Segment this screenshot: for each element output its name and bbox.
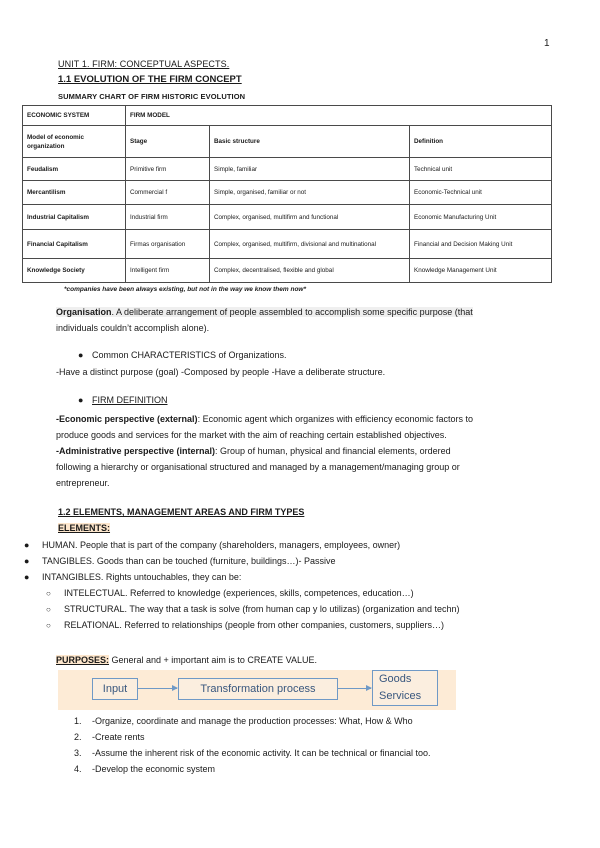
administrative-perspective-label: -Administrative perspective (internal) xyxy=(56,446,216,456)
table-cell: Firmas organisation xyxy=(126,230,210,259)
list-item xyxy=(46,620,444,630)
flow-output-goods: Goods xyxy=(379,673,412,685)
list-item xyxy=(46,604,460,614)
economic-perspective-label: -Economic perspective (external) xyxy=(56,414,198,424)
table-cell: Industrial firm xyxy=(126,205,210,230)
table-cell: Commercial f xyxy=(126,181,210,205)
flow-input-box: Input xyxy=(92,678,138,700)
administrative-perspective-line2: following a hierarchy or organisational structured and managed by a management/managing group or xyxy=(56,462,460,472)
purposes-label: PURPOSES: xyxy=(56,655,110,665)
table-row xyxy=(23,181,552,205)
bullet-icon: ● xyxy=(24,572,30,582)
table-cell: Industrial Capitalism xyxy=(23,205,126,230)
table-cell: Intelligent firm xyxy=(126,259,210,283)
page-number: 1 xyxy=(544,38,550,49)
list-item xyxy=(74,748,431,758)
list-number: 2. xyxy=(74,732,82,742)
list-item xyxy=(74,732,145,742)
unit-title: UNIT 1. FIRM: CONCEPTUAL ASPECTS. xyxy=(58,59,230,69)
list-item xyxy=(24,572,241,582)
list-number: 3. xyxy=(74,748,82,758)
table-cell: Economic-Technical unit xyxy=(410,181,552,205)
table-cell: Economic Manufacturing Unit xyxy=(410,205,552,230)
element-human: HUMAN. People that is part of the company (shareholders, managers, employees, owner) xyxy=(42,540,401,550)
table-row xyxy=(23,205,552,230)
table-cell: Complex, decentralised, flexible and global xyxy=(210,259,410,283)
table-note: *companies have been always existing, but not in the way we know them now* xyxy=(64,286,307,293)
table-header-cell: Basic structure xyxy=(210,126,410,158)
list-number: 4. xyxy=(74,764,82,774)
flow-arrow-icon xyxy=(137,688,177,689)
list-item xyxy=(46,588,414,598)
flow-arrow-icon xyxy=(337,688,371,689)
purpose-text: -Create rents xyxy=(92,732,145,742)
list-item xyxy=(74,716,413,726)
table-header-cell: ECONOMIC SYSTEM xyxy=(23,106,126,126)
organisation-definition-line1: . A deliberate arrangement of people assembled to accomplish some specific purpose (that xyxy=(111,307,473,317)
elements-label: ELEMENTS: xyxy=(58,523,111,533)
characteristics-bullet xyxy=(78,350,287,360)
purposes-line xyxy=(56,655,317,665)
purpose-text: -Assume the inherent risk of the economic activity. It can be technical or financial too. xyxy=(92,748,431,758)
section-heading-1-2: 1.2 ELEMENTS, MANAGEMENT AREAS AND FIRM TYPES xyxy=(58,507,305,517)
table-cell: Simple, familiar xyxy=(210,158,410,181)
firm-definition-bullet xyxy=(78,395,168,405)
table-header-cell: FIRM MODEL xyxy=(126,106,552,126)
table-header-cell: Model of economic organization xyxy=(23,126,126,158)
economic-perspective-line2: produce goods and services for the market with the aim of reaching certain established objectives. xyxy=(56,430,447,440)
firm-definition-label: FIRM DEFINITION xyxy=(92,395,168,405)
table-row xyxy=(23,230,552,259)
purpose-text: -Organize, coordinate and manage the production processes: What, How & Who xyxy=(92,716,413,726)
table-cell: Primitive firm xyxy=(126,158,210,181)
administrative-perspective-line3: entrepreneur. xyxy=(56,478,110,488)
table-cell: Financial Capitalism xyxy=(23,230,126,259)
administrative-perspective-line1: : Group of human, physical and financial elements, ordered xyxy=(215,446,451,456)
summary-chart-title: SUMMARY CHART OF FIRM HISTORIC EVOLUTION xyxy=(58,92,246,101)
table-cell: Financial and Decision Making Unit xyxy=(410,230,552,259)
table-cell: Complex, organised, multifirm, divisional and multinational xyxy=(210,230,410,259)
table-cell: Mercantilism xyxy=(23,181,126,205)
table-header-cell: Stage xyxy=(126,126,210,158)
organisation-definition-line2: individuals couldn’t accomplish alone). xyxy=(56,323,210,333)
firm-evolution-table xyxy=(22,105,552,283)
list-item xyxy=(24,540,400,550)
table-row xyxy=(23,158,552,181)
table-cell: Technical unit xyxy=(410,158,552,181)
table-cell: Simple, organised, familiar or not xyxy=(210,181,410,205)
table-header-cell: Definition xyxy=(410,126,552,158)
intangible-relational: RELATIONAL. Referred to relationships (people from other companies, customers, suppliers…) xyxy=(64,620,444,630)
bullet-icon: ● xyxy=(24,556,30,566)
list-item xyxy=(74,764,215,774)
economic-perspective-line1: : Economic agent which organizes with efficiency economic factors to xyxy=(197,414,474,424)
table-header-row xyxy=(23,106,552,126)
table-cell: Complex, organised, multifirm and functional xyxy=(210,205,410,230)
table-cell: Knowledge Management Unit xyxy=(410,259,552,283)
flow-process-box: Transformation process xyxy=(178,678,338,700)
element-tangibles: TANGIBLES. Goods than can be touched (furniture, buildings…)- Passive xyxy=(42,556,336,566)
list-number: 1. xyxy=(74,716,82,726)
bullet-icon: ● xyxy=(24,540,30,550)
intangible-intelectual: INTELECTUAL. Referred to knowledge (experiences, skills, competences, education…) xyxy=(64,588,414,598)
table-cell: Feudalism xyxy=(23,158,126,181)
characteristics-line: -Have a distinct purpose (goal) -Composed by people -Have a deliberate structure. xyxy=(56,367,386,377)
circle-bullet-icon: ○ xyxy=(46,621,51,630)
circle-bullet-icon: ○ xyxy=(46,605,51,614)
element-intangibles: INTANGIBLES. Rights untouchables, they can be: xyxy=(42,572,242,582)
organisation-term: Organisation xyxy=(56,307,112,317)
flow-output-box xyxy=(372,670,438,706)
table-subheader-row xyxy=(23,126,552,158)
bullet-icon: ● xyxy=(78,395,84,405)
firm-definition-text xyxy=(56,411,550,491)
intangible-structural: STRUCTURAL. The way that a task is solve (from human cap y lo utilizas) (organization and techn) xyxy=(64,604,460,614)
table-cell: Knowledge Society xyxy=(23,259,126,283)
purposes-text: General and + important aim is to CREATE VALUE. xyxy=(109,655,318,665)
circle-bullet-icon: ○ xyxy=(46,589,51,598)
list-item xyxy=(24,556,335,566)
flow-output-services: Services xyxy=(379,690,422,702)
characteristics-text: Common CHARACTERISTICS of Organizations. xyxy=(92,350,287,360)
purpose-text: -Develop the economic system xyxy=(92,764,216,774)
section-heading-1-1: 1.1 EVOLUTION OF THE FIRM CONCEPT xyxy=(58,74,242,85)
organisation-definition xyxy=(56,304,550,336)
table-row xyxy=(23,259,552,283)
bullet-icon: ● xyxy=(78,350,84,360)
